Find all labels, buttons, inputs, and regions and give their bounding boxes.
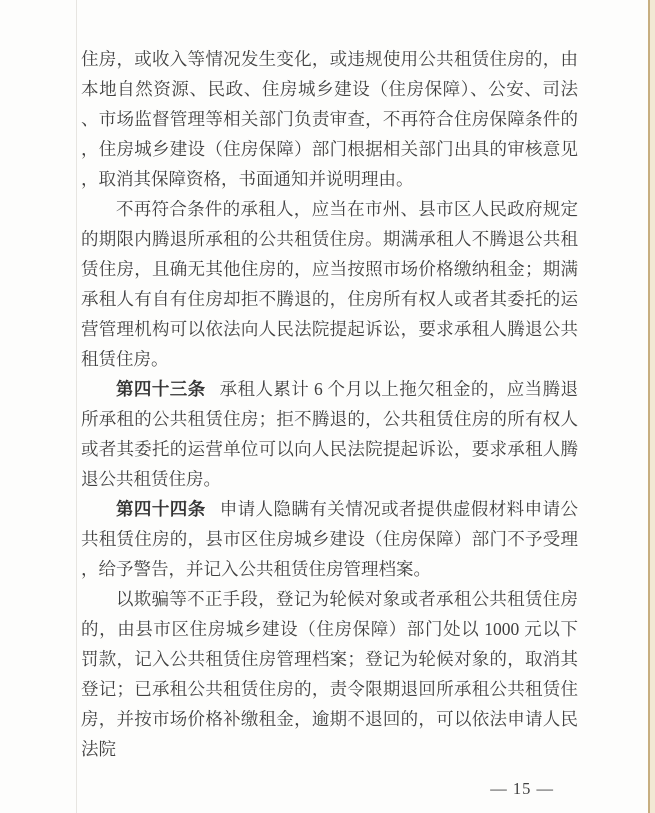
article-44-number: 第四十四条: [116, 499, 206, 519]
paragraph-continuation: [81, 44, 578, 194]
paragraph-continuation-text: 住房，或收入等情况发生变化，或违规使用公共租赁住房的，由本地自然资源、民政、住房城乡建设（住房保障）、公安、司法、市场监督管理等相关部门负责审查，不再符合住房保障条件的，住房城乡建设（住房保障）部门根据相关部门出具的审核意见，取消其保障资格，书面通知并说明理由。: [81, 49, 578, 189]
scan-crease-line: [76, 0, 77, 813]
paragraph-vacating-rules-text: 不再符合条件的承租人，应当在市州、县市区人民政府规定的期限内腾退所承租的公共租赁住房。期满承租人不腾退公共租赁住房，且确无其他住房的，应当按照市场价格缴纳租金；期满承租人有自有住房却拒不腾退的，住房所有权人或者其委托的运营管理机构可以依法向人民法院提起诉讼，要求承租人腾退公共租赁住房。: [81, 199, 578, 369]
paragraph-article-43: [81, 374, 578, 494]
paragraph-fraud-penalty: [81, 584, 578, 764]
document-body: [81, 44, 578, 801]
page-edge-strip: [650, 0, 655, 813]
paragraph-fraud-penalty-text: 以欺骗等不正手段，登记为轮候对象或者承租公共租赁住房的，由县市区住房城乡建设（住房保障）部门处以 1000 元以下罚款，记入公共租赁住房管理档案；登记为轮候对象的，取消其登记；已承租公共租赁住房的，责令限期退回所承租公共租赁住房，并按市场价格补缴租金，逾期不退回的，可以依法申请人民法院: [81, 589, 578, 759]
article-43-number: 第四十三条: [116, 379, 206, 399]
article-44-text: 申请人隐瞒有关情况或者提供虚假材料申请公共租赁住房的，县市区住房城乡建设（住房保障）部门不予受理，给予警告，并记入公共租赁住房管理档案。: [81, 499, 578, 579]
article-43-text: 承租人累计 6 个月以上拖欠租金的，应当腾退所承租的公共租赁住房；拒不腾退的，公共租赁住房的所有权人或者其委托的运营单位可以向人民法院提起诉讼，要求承租人腾退公共租赁住房。: [81, 379, 579, 489]
paragraph-article-44: [81, 494, 578, 584]
paragraph-vacating-rules: [81, 194, 578, 374]
page-number: — 15 —: [490, 779, 554, 798]
